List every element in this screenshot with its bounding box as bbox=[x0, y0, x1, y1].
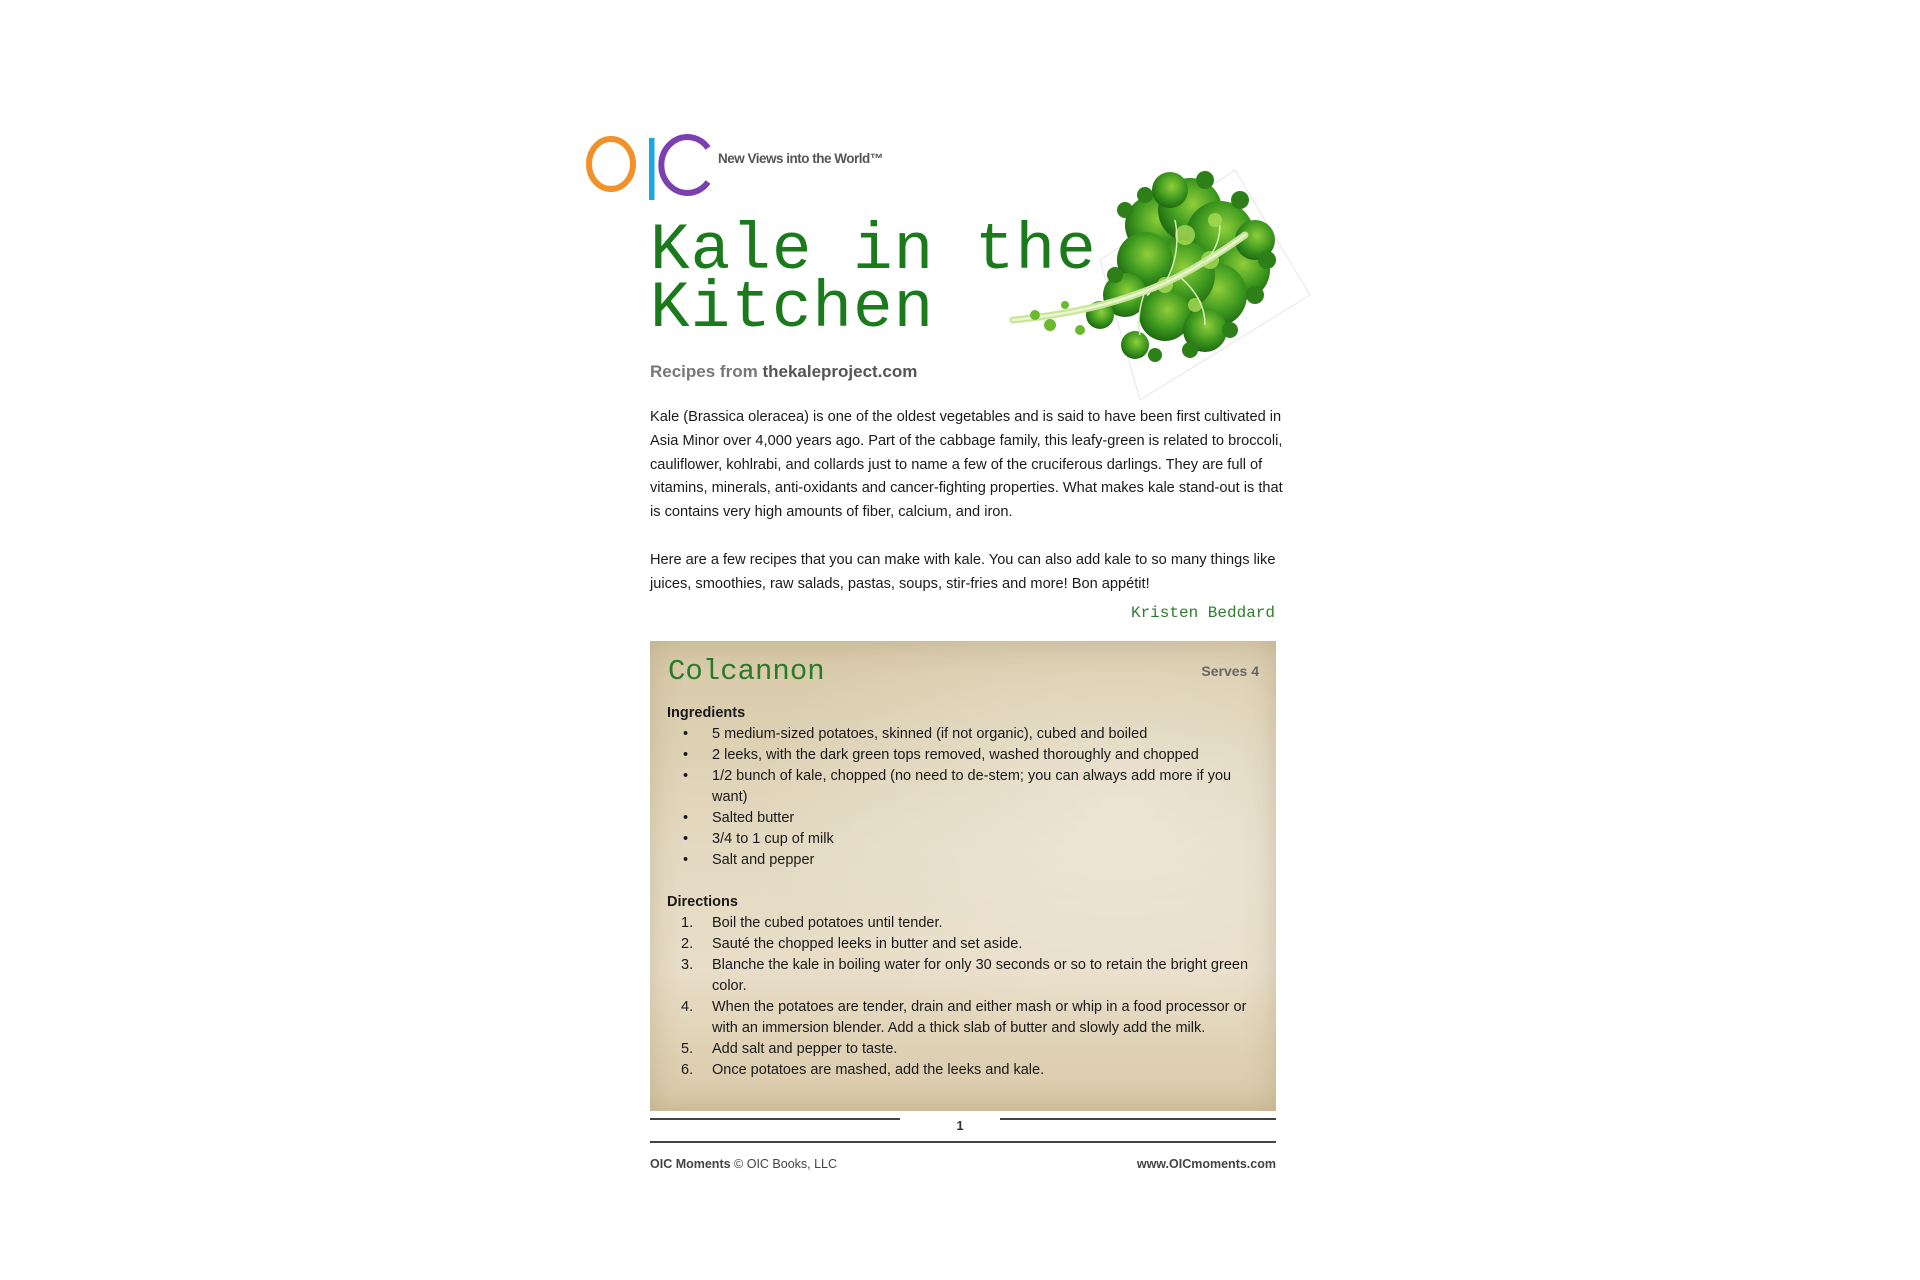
step-number: 1. bbox=[681, 915, 694, 931]
ingredient-item bbox=[667, 850, 1259, 871]
direction-text: Boil the cubed potatoes until tender. bbox=[712, 915, 943, 931]
ingredient-item bbox=[667, 829, 1259, 850]
title-line-2: Kitchen bbox=[650, 271, 935, 346]
ingredients-heading: Ingredients bbox=[667, 705, 746, 721]
intro-paragraph-1: Kale (Brassica oleracea) is one of the oldest vegetables and is said to have been first cultivated in Asia Minor over 4,000 years ago. Part of the cabbage family, this leafy-green is related to broccoli, cauliflower, kohlrabi, and collards just to name a few of the cruciferous darlings. They are full of vitamins, minerals, anti-oxidants and cancer-fighting properties. What makes kale stand-out is that is contains very high amounts of fiber, calcium, and iron. bbox=[650, 409, 1283, 521]
direction-step bbox=[667, 955, 1259, 997]
direction-text: Once potatoes are mashed, add the leeks and kale. bbox=[712, 1062, 1045, 1078]
recipe-serves: Serves 4 bbox=[1201, 663, 1259, 679]
logo-tagline: New Views into the World™ bbox=[718, 151, 883, 166]
footer-copyright bbox=[650, 1157, 837, 1171]
author-name: Kristen Beddard bbox=[1130, 604, 1275, 622]
direction-text: Sauté the chopped leeks in butter and set aside. bbox=[712, 936, 1023, 952]
bullet-icon: • bbox=[683, 852, 689, 868]
direction-step bbox=[667, 913, 1259, 934]
direction-step bbox=[667, 934, 1259, 955]
ingredients-list bbox=[667, 724, 1259, 871]
page-number-rule-right bbox=[1000, 1118, 1276, 1120]
footer-divider bbox=[650, 1141, 1276, 1143]
step-number: 5. bbox=[681, 1041, 694, 1057]
direction-text: When the potatoes are tender, drain and either mash or whip in a food processor or with an immersion blender. Add a thick slab of butter and slowly add the milk. bbox=[712, 999, 1247, 1036]
direction-text: Add salt and pepper to taste. bbox=[712, 1041, 898, 1057]
direction-step bbox=[667, 1060, 1259, 1081]
kale-leaf-image bbox=[1005, 165, 1315, 405]
step-number: 3. bbox=[681, 957, 694, 973]
ingredient-item bbox=[667, 766, 1259, 808]
intro-text bbox=[650, 406, 1290, 620]
ingredient-text: Salted butter bbox=[712, 810, 795, 826]
oic-logo bbox=[584, 126, 904, 206]
direction-text: Blanche the kale in boiling water for only 30 seconds or so to retain the bright green color. bbox=[712, 957, 1249, 994]
step-number: 2. bbox=[681, 936, 694, 952]
bullet-icon: • bbox=[683, 726, 689, 742]
intro-paragraph-2: Here are a few recipes that you can make with kale. You can also add kale to so many things like juices, smoothies, raw salads, pastas, soups, stir-fries and more! Bon appétit! bbox=[650, 551, 1276, 592]
ingredient-text: 1/2 bunch of kale, chopped (no need to de-stem; you can always add more if you want) bbox=[712, 768, 1232, 805]
ingredient-text: 2 leeks, with the dark green tops removed, washed thoroughly and chopped bbox=[712, 747, 1199, 763]
directions-list bbox=[667, 913, 1259, 1081]
step-number: 4. bbox=[681, 999, 694, 1015]
bullet-icon: • bbox=[683, 810, 689, 826]
direction-step bbox=[667, 1039, 1259, 1060]
subtitle bbox=[650, 362, 917, 382]
recipe-title: Colcannon bbox=[668, 655, 825, 688]
subtitle-site: thekaleproject.com bbox=[762, 362, 918, 381]
bullet-icon: • bbox=[683, 768, 689, 784]
recipe-body bbox=[667, 703, 1259, 1081]
ingredient-text: 5 medium-sized potatoes, skinned (if not organic), cubed and boiled bbox=[712, 726, 1148, 742]
recipe-card bbox=[650, 641, 1276, 1111]
ingredient-item bbox=[667, 724, 1259, 745]
title-line-1: Kale in the bbox=[650, 213, 1097, 288]
oic-logo-mark bbox=[584, 126, 716, 206]
step-number: 6. bbox=[681, 1062, 694, 1078]
ingredient-text: Salt and pepper bbox=[712, 852, 815, 868]
page-number: 1 bbox=[956, 1118, 964, 1133]
footer-copyright-text: © OIC Books, LLC bbox=[730, 1157, 838, 1171]
ingredient-item bbox=[667, 745, 1259, 766]
bullet-icon: • bbox=[683, 831, 689, 847]
directions-heading: Directions bbox=[667, 894, 738, 910]
footer-website-link[interactable]: www.OICmoments.com bbox=[1136, 1157, 1276, 1171]
ingredient-text: 3/4 to 1 cup of milk bbox=[712, 831, 834, 847]
direction-step bbox=[667, 997, 1259, 1039]
page-number-rule-left bbox=[650, 1118, 900, 1120]
bullet-icon: • bbox=[683, 747, 689, 763]
footer-brand: OIC Moments bbox=[650, 1157, 731, 1171]
ingredient-item bbox=[667, 808, 1259, 829]
subtitle-prefix: Recipes from bbox=[650, 362, 763, 381]
